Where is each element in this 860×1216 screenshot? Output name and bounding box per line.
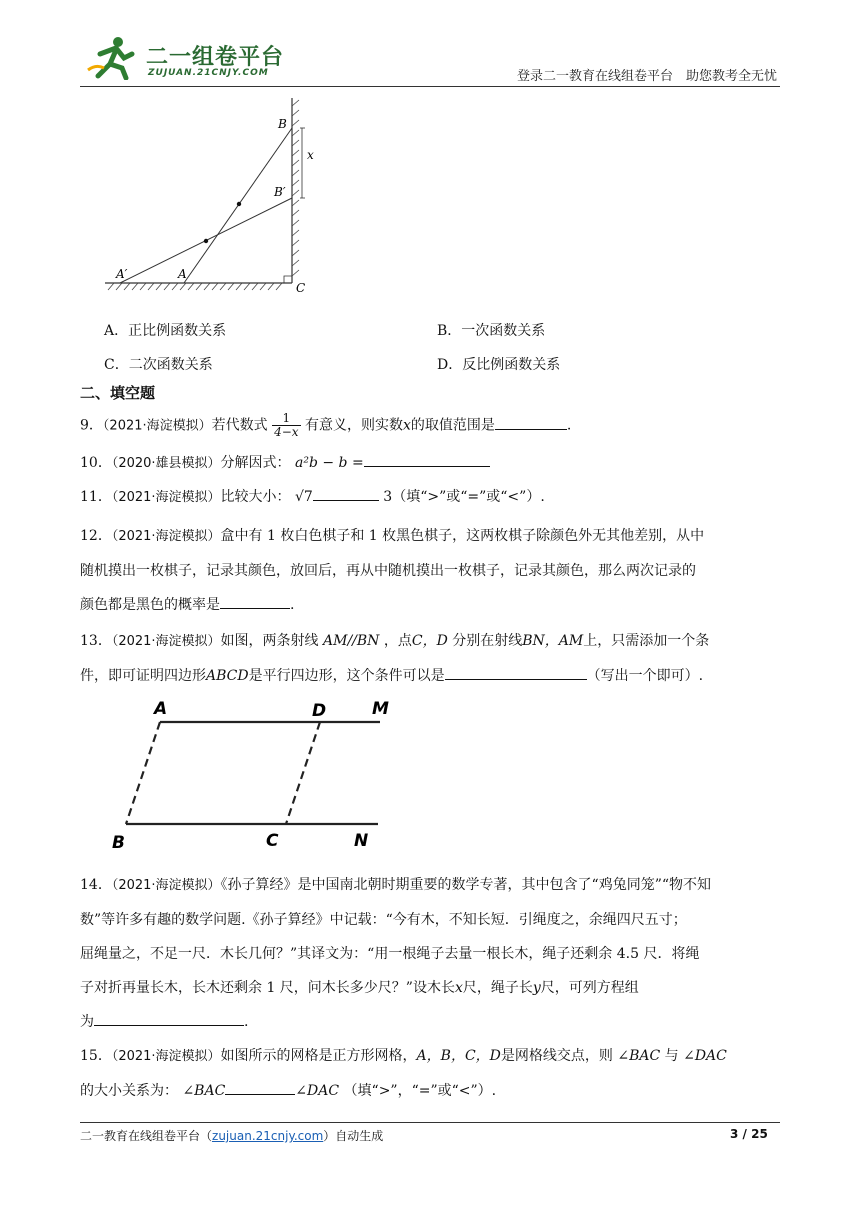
- q9-source: （2021·海淀模拟）: [102, 418, 212, 434]
- q10-source: （2020·雄县模拟）: [111, 456, 221, 471]
- q12-source: （2021·海淀模拟）: [111, 529, 221, 544]
- question-12: [80, 519, 780, 622]
- q9-fraction: [272, 412, 300, 439]
- option-c-key: C．: [104, 357, 129, 373]
- q11-post: 3（填“>”或“=”或“<”）.: [383, 489, 545, 505]
- q14-line4b: 尺，绳子长: [462, 980, 533, 996]
- q14-source: （2021·海淀模拟）: [111, 878, 221, 893]
- q12-num: 12．: [80, 528, 112, 544]
- q13-num: 13．: [80, 633, 112, 649]
- q10-text: 分解因式：: [220, 455, 291, 471]
- q13-pts: C，D: [411, 633, 448, 649]
- q11-answer-blank[interactable]: [313, 486, 379, 501]
- q13-line1a: 如图，两条射线: [220, 633, 319, 649]
- fig2-label-D: D: [312, 701, 327, 721]
- q13-line1b: ，点: [383, 633, 412, 649]
- q14-end: .: [244, 1014, 249, 1030]
- q9-post2: 的取值范围是: [410, 417, 495, 434]
- fig1-label-A: A: [178, 267, 187, 281]
- header-slogan: 登录二一教育在线组卷平台 助您教考全无忧: [517, 69, 778, 84]
- q14-answer-blank[interactable]: [94, 1011, 244, 1026]
- footer-source: [80, 1127, 383, 1144]
- q14-var-x: x: [454, 980, 463, 996]
- q11-expr: √7: [295, 489, 313, 505]
- q13-line1c: 分别在射线: [452, 633, 523, 649]
- q12-answer-blank[interactable]: [220, 594, 290, 609]
- footer-left-pre: 二一教育在线组卷平台（: [80, 1129, 213, 1143]
- q13-rays2: BN，AM: [522, 633, 584, 649]
- q11-text: 比较大小：: [220, 489, 291, 505]
- option-c: [104, 354, 213, 374]
- q15-ang2: ∠DAC: [683, 1048, 727, 1064]
- q13-source: （2021·海淀模拟）: [111, 634, 221, 649]
- header-divider: [80, 86, 780, 87]
- option-b: [437, 320, 545, 340]
- option-c-text: 二次函数关系: [128, 357, 213, 373]
- q11-source: （2021·海淀模拟）: [111, 490, 221, 505]
- option-d: [437, 354, 560, 374]
- q9-answer-blank[interactable]: [495, 415, 567, 430]
- q14-line5-text: 为: [80, 1014, 94, 1030]
- q10-expr: a²b − b =: [295, 455, 364, 471]
- section-title: 二、填空题: [80, 384, 156, 402]
- q15-answer-blank[interactable]: [225, 1080, 295, 1095]
- question-11: [80, 486, 545, 509]
- q9-end: .: [566, 417, 572, 434]
- q14-line1: [80, 868, 780, 903]
- q12-line2: 随机摸出一枚棋子，记录其颜色，放回后，再从中随机摸出一枚棋子，记录其颜色，那么两次记录的: [80, 563, 696, 579]
- q9-frac-num: 1: [272, 412, 300, 426]
- fig1-label-Bp: B′: [274, 185, 286, 199]
- footer-page-number: 3 / 25: [730, 1127, 768, 1141]
- q15-line2a: 的大小关系为：: [80, 1083, 178, 1099]
- q13-line2: [80, 659, 780, 693]
- fig2-label-N: N: [354, 831, 369, 851]
- option-d-text: 反比例函数关系: [462, 357, 561, 373]
- q15-line1a: 如图所示的网格是正方形网格，: [220, 1048, 417, 1064]
- q15-ang1: ∠BAC: [617, 1048, 661, 1064]
- q9-pre: 若代数式: [211, 417, 268, 434]
- q15-and: 与: [664, 1048, 679, 1064]
- option-d-key: D．: [437, 357, 463, 373]
- q13-answer-blank[interactable]: [445, 665, 587, 680]
- q12-line1-text: 盒中有 1 枚白色棋子和 1 枚黑色棋子，这两枚棋子除颜色外无其他差别，从中: [220, 528, 705, 544]
- q9-post: 有意义，则实数: [305, 417, 404, 434]
- q12-line3-text: 颜色都是黑色的概率是: [80, 597, 220, 613]
- fig2-label-A: A: [154, 699, 168, 719]
- q13-line1: [80, 624, 780, 659]
- figure-parallelogram: [100, 692, 420, 862]
- option-a-text: 正比例函数关系: [128, 323, 227, 339]
- footer-left-post: ）自动生成: [323, 1129, 384, 1143]
- q14-line4a: 子对折再量长木，长木还剩余 1 尺，问木长多少尺？”设木长: [80, 980, 455, 996]
- option-a-key: A．: [104, 323, 129, 339]
- q13-line2b: 是平行四边形，这个条件可以是: [248, 668, 445, 684]
- q14-line3: 屈绳量之，不足一尺．木长几何？”其译文为：“用一根绳子去量一根长木，绳子还剩余 4.5 尺．将绳: [80, 946, 700, 962]
- q15-line1: [80, 1039, 780, 1074]
- question-13: [80, 624, 780, 693]
- q14-line4c: 尺，可列方程组: [540, 980, 639, 996]
- footer-divider: [80, 1122, 780, 1123]
- q14-num: 14．: [80, 877, 112, 893]
- logo-title: 二一组卷平台: [146, 45, 285, 70]
- q13-line1d: 上，只需添加一个条: [583, 633, 710, 649]
- fig1-label-x: x: [307, 148, 314, 162]
- q9-frac-den: 4−x: [274, 425, 299, 439]
- figure-ladder-wall: [100, 96, 320, 296]
- fig2-label-C: C: [266, 831, 279, 851]
- q15-ang3: ∠BAC: [182, 1083, 226, 1099]
- q15-line2b: （填“>”，“=”或“<”）.: [343, 1083, 497, 1099]
- q13-quad: ABCD: [206, 668, 249, 684]
- option-b-text: 一次函数关系: [461, 323, 546, 339]
- question-9: [80, 412, 571, 439]
- q14-line2: 数”等许多有趣的数学问题.《孙子算经》中记载：“今有木，不知长短．引绳度之，余绳四尺五寸；: [80, 912, 687, 928]
- q9-var: x: [403, 417, 411, 434]
- question-14: [80, 868, 780, 1039]
- q12-line1: [80, 519, 780, 554]
- logo-runner-icon: [86, 34, 138, 80]
- q14-line5: [80, 1005, 780, 1039]
- q14-var-y: y: [532, 980, 541, 996]
- q14-line1-text: 《孙子算经》是中国南北朝时期重要的数学专著，其中包含了“鸡兔同笼”“物不知: [220, 877, 712, 893]
- fig1-label-C: C: [296, 281, 306, 295]
- q15-num: 15．: [80, 1048, 112, 1064]
- q13-line2a: 件，即可证明四边形: [80, 668, 206, 684]
- q12-end: .: [290, 597, 295, 613]
- fig1-label-Ap: A′: [116, 267, 128, 281]
- q14-line4: [80, 971, 780, 1005]
- option-a: [104, 320, 226, 340]
- q15-pts: A，B，C，D: [416, 1048, 501, 1064]
- q13-line2c: （写出一个即可）.: [586, 668, 704, 684]
- q12-line3: [80, 588, 780, 622]
- fig2-label-M: M: [372, 699, 389, 719]
- q15-line1b: 是网格线交点，则: [500, 1048, 613, 1064]
- q15-line2: [80, 1074, 780, 1108]
- q11-num: 11．: [80, 489, 112, 505]
- footer-link[interactable]: zujuan.21cnjy.com: [212, 1129, 324, 1143]
- q10-answer-blank[interactable]: [364, 452, 490, 467]
- q9-num: 9．: [80, 417, 103, 434]
- fig1-label-B: B: [278, 117, 287, 131]
- q10-num: 10．: [80, 455, 112, 471]
- q15-ang4: ∠DAC: [295, 1083, 340, 1099]
- question-15: [80, 1039, 780, 1108]
- option-b-key: B．: [437, 323, 462, 339]
- fig2-label-B: B: [112, 833, 125, 853]
- q13-rays: AM//BN: [323, 633, 380, 649]
- q15-source: （2021·海淀模拟）: [111, 1049, 221, 1064]
- logo-subtitle: ZUJUAN.21CNJY.COM: [148, 68, 269, 78]
- question-10: [80, 452, 490, 475]
- header: [0, 0, 860, 92]
